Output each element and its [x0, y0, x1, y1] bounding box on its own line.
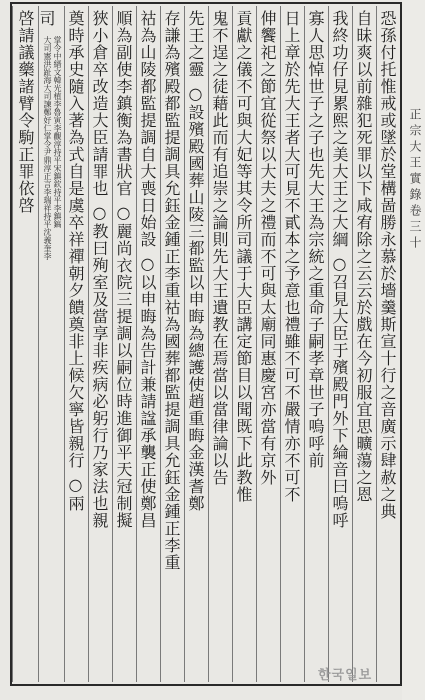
page-border-top — [10, 2, 402, 4]
text-column — [328, 6, 352, 682]
text-column — [352, 6, 376, 682]
text-column — [160, 6, 184, 682]
column-text: 日上章於先大王者大可見不貳本之予意也禮雖不可不嚴情亦不可不 — [282, 10, 301, 503]
text-column — [256, 6, 280, 682]
column-text: 祜為山陵都監提調自大喪日始設 ○以申晦為告計兼請諡承襲正使鄭昌 — [138, 10, 157, 530]
column-text: 我終功仔見累熙之美大王之大綱 ○召見大臣于殯殿門外下綸音曰嗚呼 — [330, 10, 349, 530]
text-column — [232, 6, 256, 682]
annotation-text: 大司憲洪趾海大司諫鄭好仁掌令尹鼎淳正言李瑞祥持平沈義奎李 — [43, 36, 52, 260]
annotation-text: 掌令中縉文韓光植李魯寅李觀淳持平宋鎮欽持平李鎮鎬 — [53, 36, 62, 228]
column-text: 恐孫付托惟戒或墜於堂構啚勝永慕於墻羹斯宣十行之音廣示肆赦之典 — [378, 10, 397, 520]
column-text: 鬼不逞之徒藉此而有追崇之論則先大王遺教在焉當以當律論以告 — [210, 10, 229, 486]
text-column — [208, 6, 232, 682]
text-column — [304, 6, 328, 682]
column-text: 自昧爽以前雜犯死罪以下咸宥除之云云於戲在今初服宜思曠蕩之恩 — [354, 10, 373, 503]
column-text: 貢獻之儀不可與大妃等其令所司議于大臣講定節目以聞既下此教惟 — [234, 10, 253, 503]
column-text: 先王之靈 ○設殯殿國葬山陵三都監以申晦為總護使趙重晦金漢耆鄭 — [186, 10, 205, 513]
text-column — [280, 6, 304, 682]
text-column — [64, 6, 88, 682]
text-column — [136, 6, 160, 682]
text-column — [376, 6, 400, 682]
text-column — [112, 6, 136, 682]
page-margin — [402, 0, 425, 700]
column-text: 奠時承史隨入著為式自是虞卒祥禪朝夕饋奠非上候欠寧皆親行 ○兩 — [66, 10, 85, 513]
column-text: 狹小倉卒改造大臣請罪也 ○教曰殉室及當享非疾病必躬行乃家法也親 — [90, 10, 109, 530]
column-text: 伸饗祀之節宜從祭以大夫之禮而不可與太廟同惠慶宮亦當有京外 — [258, 10, 277, 486]
margin-title: 正宗大王實錄卷三十 — [408, 108, 422, 252]
text-column-annotated — [38, 6, 64, 682]
watermark: 한국일보 — [318, 668, 373, 683]
column-text: 司 — [37, 10, 56, 27]
column-text: 順為副使李鎮衡為書狀官 ○麗尚衣院三提調以嗣位時進御平天冠制擬 — [114, 10, 133, 530]
text-column — [88, 6, 112, 682]
page-border-bottom — [10, 684, 402, 686]
column-text: 寡人思悼世子之子也先大王為宗統之重命子嗣孝章世子嗚呼前 — [306, 10, 325, 469]
column-text: 存謙為殯殿都監提調具允鈺金鍾正李重祜為國葬都監提調具允鈺金鍾正李重 — [162, 10, 181, 571]
text-columns — [12, 6, 400, 682]
text-column — [184, 6, 208, 682]
column-text: 啓請議藥諸臂令駒正罪依啓 — [16, 10, 35, 214]
text-column — [12, 6, 38, 682]
